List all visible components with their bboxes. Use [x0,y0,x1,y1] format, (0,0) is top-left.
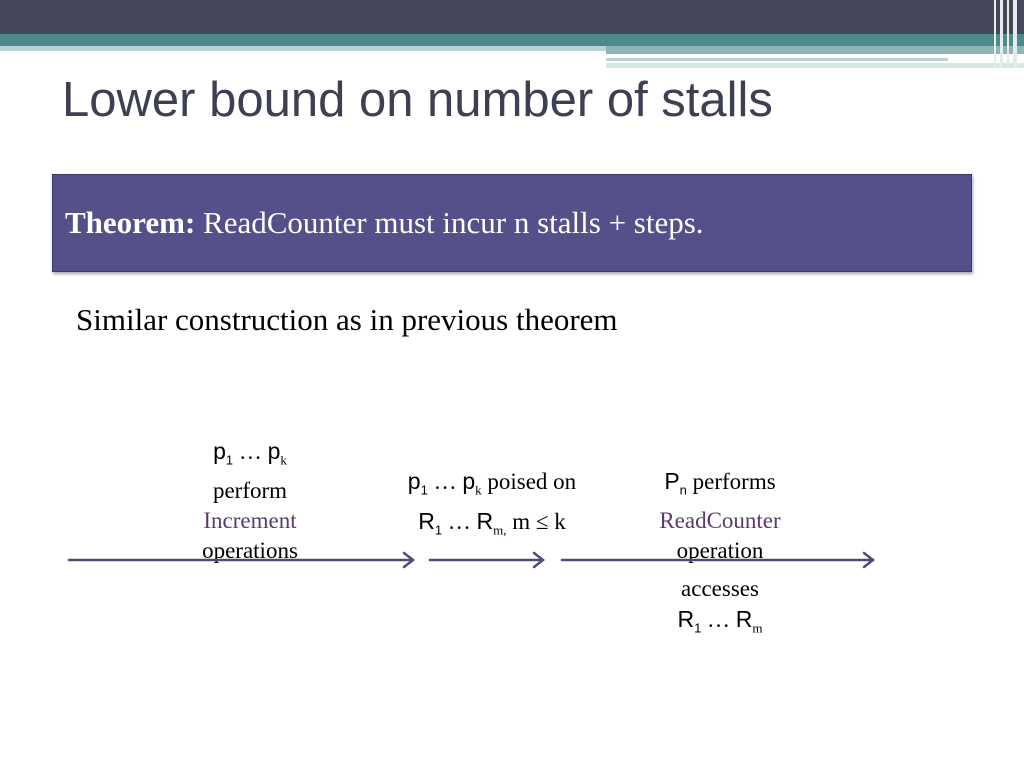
step1-perform: perform [212,477,288,503]
step3-registers: $R_1$ … $R_m$ [677,606,763,636]
step1-processes: $p_1$ … $p_k$ [213,438,287,468]
arrow-step3 [562,553,873,567]
step3-readcounter: ReadCounter [659,507,781,533]
theorem-text: ReadCounter must incur n stalls + steps. [203,205,704,240]
arrow-step2 [430,553,543,567]
step2-processes: $p_1$ … $p_k$ poised on [407,468,577,498]
step1-operations: operations [202,537,298,563]
lead-text: Similar construction as in previous theorem [76,302,618,337]
step3-accesses: accesses [681,576,759,601]
step1-increment: Increment [203,507,297,533]
slide-title: Lower bound on number of stalls [62,73,773,127]
step3-process: $P_n$ performs [664,468,776,498]
step2-registers: $R_1$ … $R_{m,}$ m ≤ k [418,507,566,538]
step3-operation: operation [676,537,764,563]
arrow-step1 [69,553,413,567]
theorem-label: Theorem: [65,205,196,240]
